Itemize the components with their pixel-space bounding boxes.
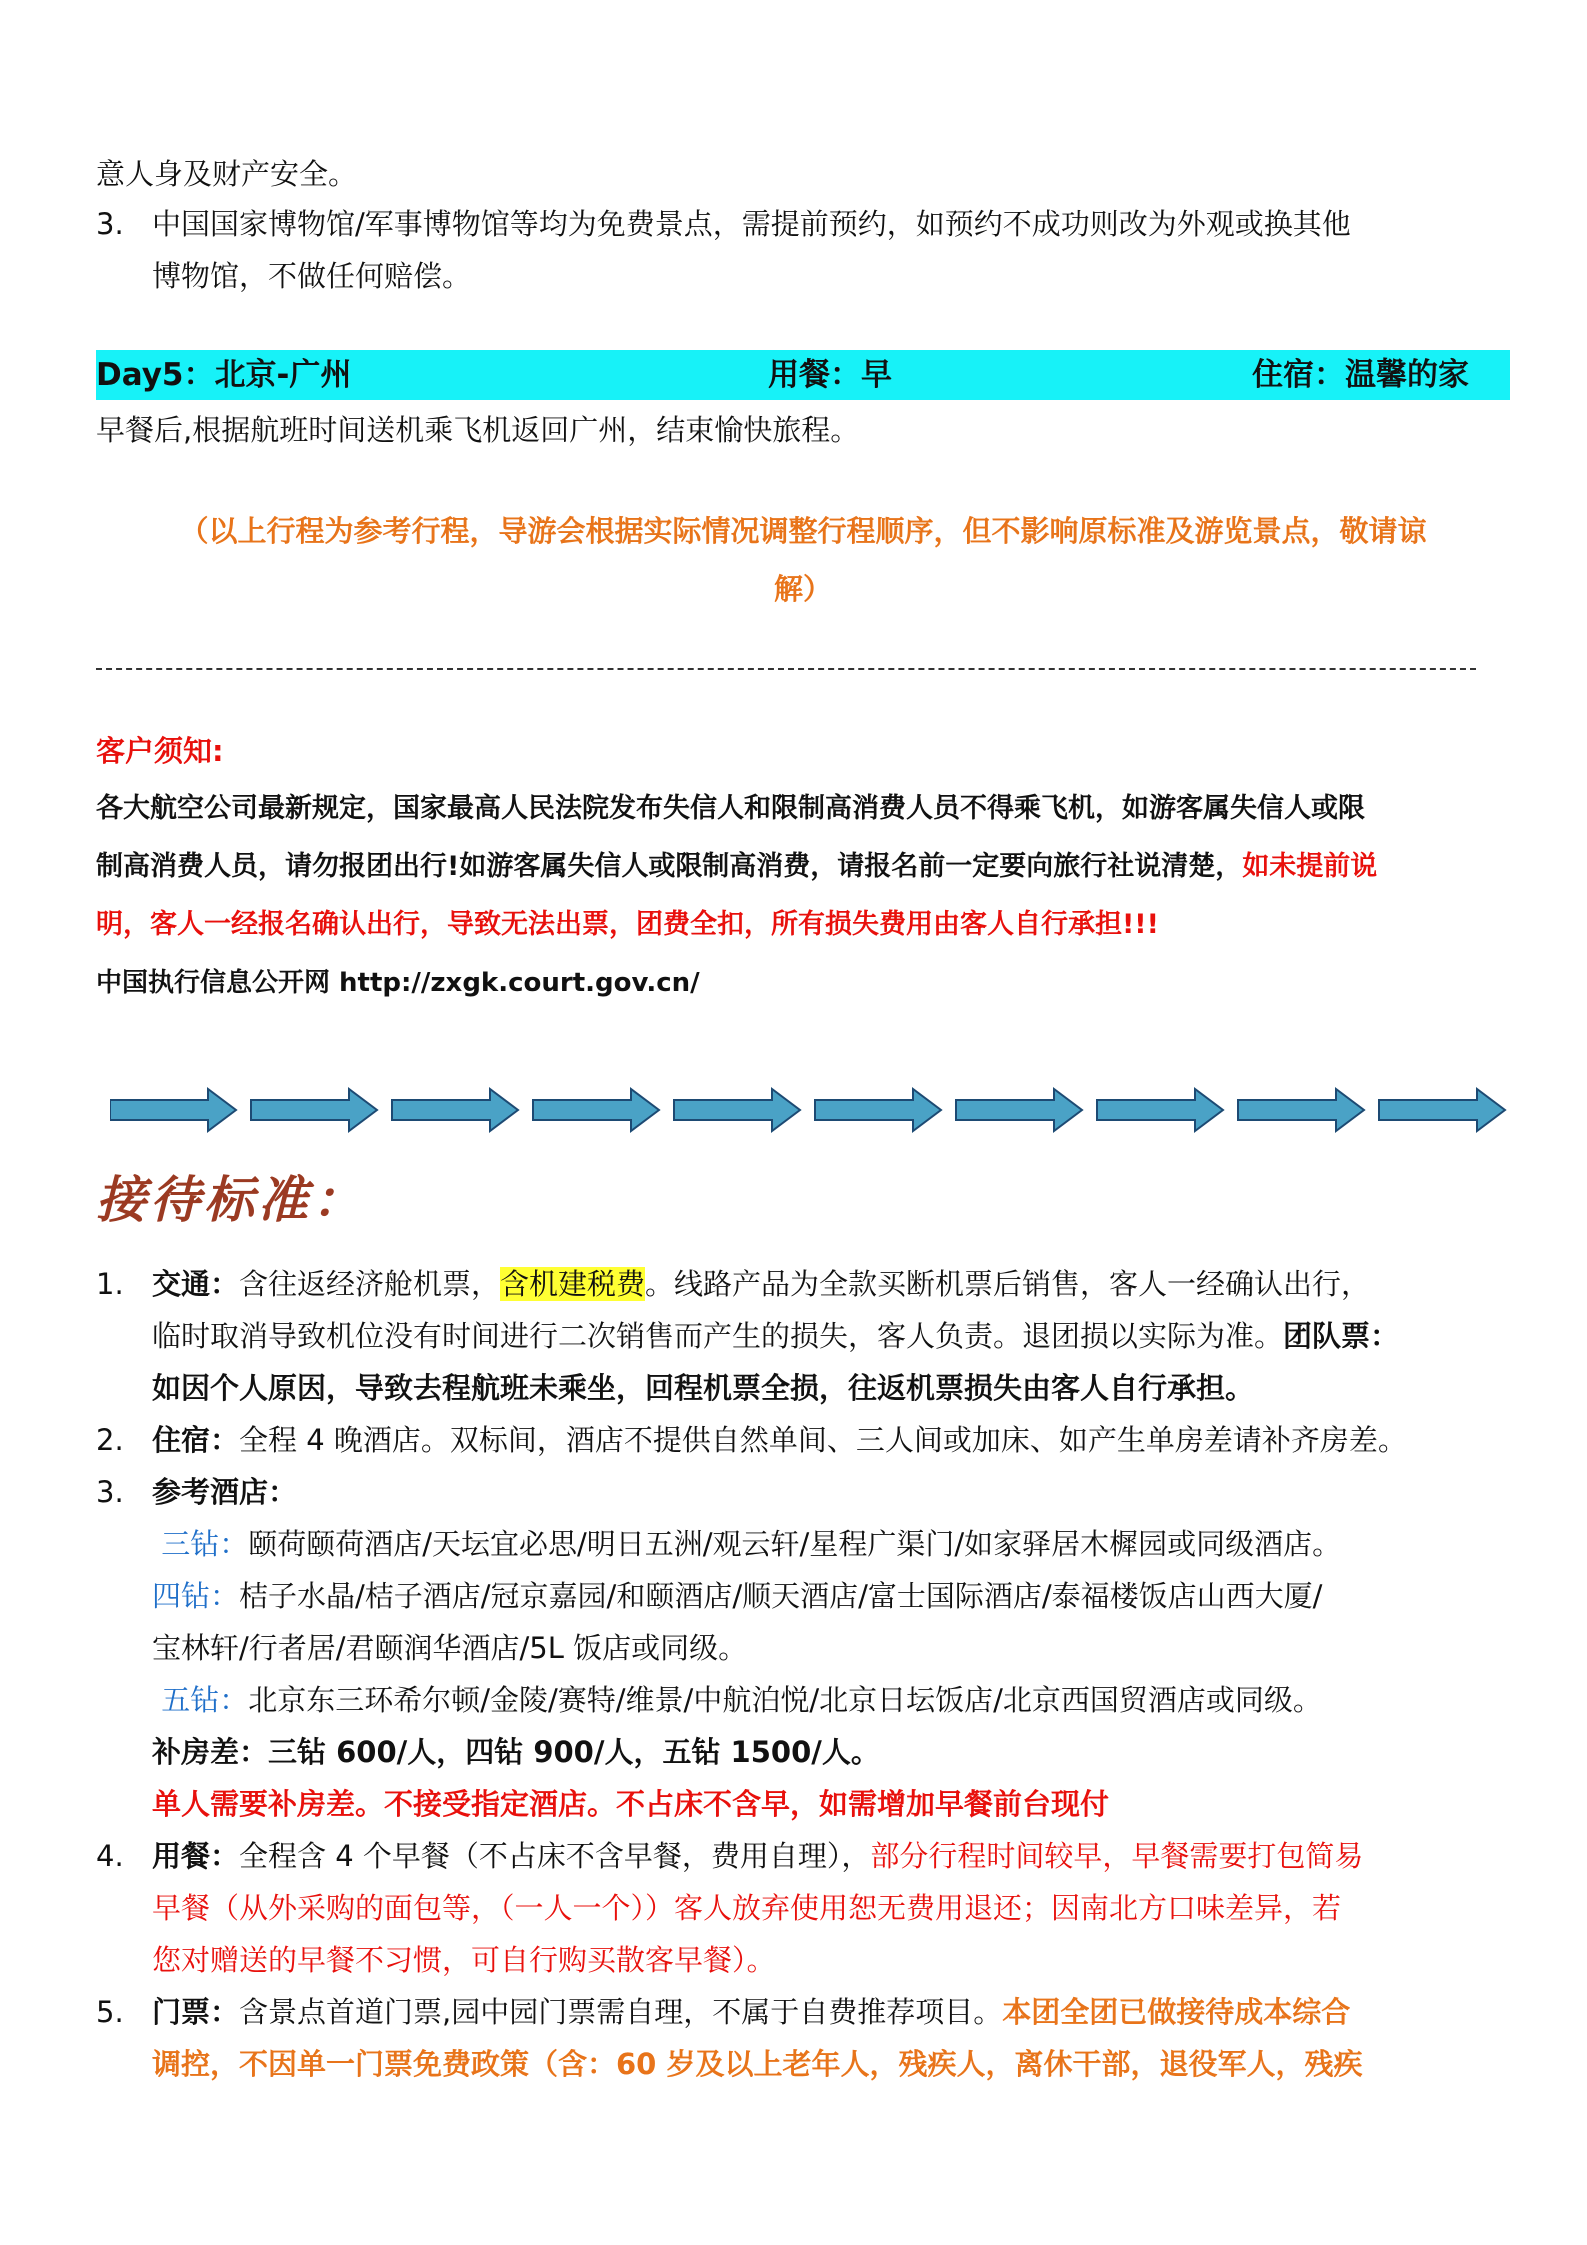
arrow-icon: [815, 1089, 941, 1131]
notice-line2: [96, 838, 1516, 896]
standard-number: 5.: [96, 1995, 124, 2029]
four-diamond-label: 四钻：: [152, 1579, 240, 1613]
notice-line2-warning: 如未提前说: [1242, 851, 1378, 882]
standard-lodging: [152, 1414, 1512, 1466]
transport-line2-text: 临时取消导致机位没有时间进行二次销售而产生的损失，客人负责。退团损以实际为准。: [152, 1319, 1284, 1353]
tickets-label: 门票：: [152, 1995, 240, 2029]
five-diamond-label: 五钻：: [161, 1683, 249, 1717]
transport-text-a: 含往返经济舱机票，: [239, 1267, 501, 1301]
transport-line1: [152, 1258, 1512, 1310]
meals-text-a: 全程含 4 个早餐（不占床不含早餐，费用自理），: [239, 1839, 871, 1873]
transport-group-ticket-label: 团队票：: [1283, 1319, 1400, 1353]
arrow-icon: [251, 1089, 377, 1131]
standard-number: 3.: [96, 1475, 124, 1509]
meals-line2: 早餐（从外采购的面包等，（一人一个））客人放弃使用恕无费用退还；因南北方口味差异，若: [152, 1891, 1342, 1925]
meals-label: 用餐：: [152, 1839, 240, 1873]
item-number: 3.: [96, 207, 124, 241]
arrow-icon: [1238, 1089, 1364, 1131]
standard-hotels: [152, 1466, 1512, 1830]
room-surcharge: 补房差：三钻 600/人，四钻 900/人，五钻 1500/人。: [152, 1735, 880, 1769]
notice-heading: 客户须知:: [96, 734, 224, 768]
standard-number: 2.: [96, 1423, 124, 1457]
day5-meals: 用餐：早: [768, 357, 892, 393]
meals-text-red: 部分行程时间较早，早餐需要打包简易: [870, 1839, 1364, 1873]
arrow-icon: [956, 1089, 1082, 1131]
arrow-icon: [1379, 1089, 1505, 1131]
four-diamond-text: 桔子水晶/桔子酒店/冠京嘉园/和颐酒店/顺天酒店/富士国际酒店/泰福楼饭店山西大厦/: [239, 1579, 1323, 1613]
hotels-three-diamond: [152, 1518, 1512, 1570]
itinerary-note-line1: （以上行程为参考行程，导游会根据实际情况调整行程顺序，但不影响原标准及游览景点，敬请谅: [179, 514, 1427, 548]
standard-meals: [152, 1830, 1512, 1986]
tickets-line1: [152, 1986, 1512, 2038]
standard-number: 1.: [96, 1267, 124, 1301]
hotels-four-diamond: [152, 1570, 1512, 1622]
arrow-icon: [1097, 1089, 1223, 1131]
arrow-row: [110, 1085, 1530, 1135]
lodging-label: 住宿：: [152, 1423, 240, 1457]
three-diamond-label: 三钻：: [161, 1527, 249, 1561]
standard-transport: [152, 1258, 1512, 1414]
museum-note: [152, 198, 1512, 302]
standard-tickets: [152, 1986, 1512, 2090]
standard-number: 4.: [96, 1839, 124, 1873]
transport-text-b: 。线路产品为全款买断机票后销售，客人一经确认出行，: [645, 1267, 1371, 1301]
five-diamond-text: 北京东三环希尔顿/金陵/赛特/维景/中航泊悦/北京日坛饭店/北京西国贸酒店或同级。: [248, 1683, 1322, 1717]
transport-label: 交通：: [152, 1267, 240, 1301]
meals-line3: 您对赠送的早餐不习惯，可自行购买散客早餐）。: [152, 1943, 776, 1977]
day5-title: Day5：北京-广州: [96, 357, 352, 393]
hotels-five-diamond: [152, 1674, 1512, 1726]
four-diamond-text-continued: 宝林轩/行者居/君颐润华酒店/5L 饭店或同级。: [152, 1631, 748, 1665]
museum-note-line2: 博物馆，不做任何赔偿。: [152, 259, 472, 293]
arrow-icon: [674, 1089, 800, 1131]
arrow-icon: [110, 1089, 236, 1131]
museum-note-line1: 中国国家博物馆/军事博物馆等均为免费景点，需提前预约，如预约不成功则改为外观或换其他: [152, 207, 1351, 241]
standards-heading: 接待标准：: [96, 1171, 366, 1229]
court-website-line: 中国执行信息公开网 http://zxgk.court.gov.cn/: [96, 968, 700, 998]
tickets-line2: 调控，不因单一门票免费政策（含：60 岁及以上老年人，残疾人，离休干部，退役军人，残疾: [152, 2047, 1363, 2081]
day5-description: 早餐后,根据航班时间送机乘飞机返回广州，结束愉快旅程。: [96, 413, 860, 447]
lodging-text: 全程 4 晚酒店。双标间，酒店不提供自然单间、三人间或加床、如产生单房差请补齐房差。: [239, 1423, 1407, 1457]
day5-lodging: 住宿：温馨的家: [1252, 357, 1469, 393]
dashed-divider: [96, 668, 1476, 670]
continuation-text: 意人身及财产安全。: [96, 157, 358, 191]
transport-line3: 如因个人原因，导致去程航班未乘坐，回程机票全损，往返机票损失由客人自行承担。: [152, 1371, 1255, 1405]
tickets-text-orange: 本团全团已做接待成本综合: [1002, 1995, 1351, 2029]
hotels-label: 参考酒店：: [152, 1475, 298, 1509]
transport-line2: [152, 1310, 1512, 1362]
arrow-icon: [533, 1089, 659, 1131]
hotel-warning: 单人需要补房差。不接受指定酒店。不占床不含早，如需增加早餐前台现付: [152, 1787, 1110, 1821]
transport-highlight: 含机建税费: [500, 1267, 646, 1301]
meals-line1: [152, 1830, 1512, 1882]
three-diamond-text: 颐荷颐荷酒店/天坛宜必思/明日五洲/观云轩/星程广渠门/如家驿居木樨园或同级酒店。: [248, 1527, 1342, 1561]
itinerary-note-line2: 解）: [773, 572, 832, 606]
tickets-text-a: 含景点首道门票,园中园门票需自理，不属于自费推荐项目。: [239, 1995, 1003, 2029]
notice-line3-warning: 明，客人一经报名确认出行，导致无法出票，团费全扣，所有损失费用由客人自行承担!!!: [96, 909, 1159, 940]
notice-line2-text: 制高消费人员，请勿报团出行!如游客属失信人或限制高消费，请报名前一定要向旅行社说清楚，: [96, 851, 1243, 882]
day5-header-band: [96, 350, 1510, 400]
notice-line1: 各大航空公司最新规定，国家最高人民法院发布失信人和限制高消费人员不得乘飞机，如游客属失信人或限: [96, 793, 1365, 824]
arrow-icon: [392, 1089, 518, 1131]
